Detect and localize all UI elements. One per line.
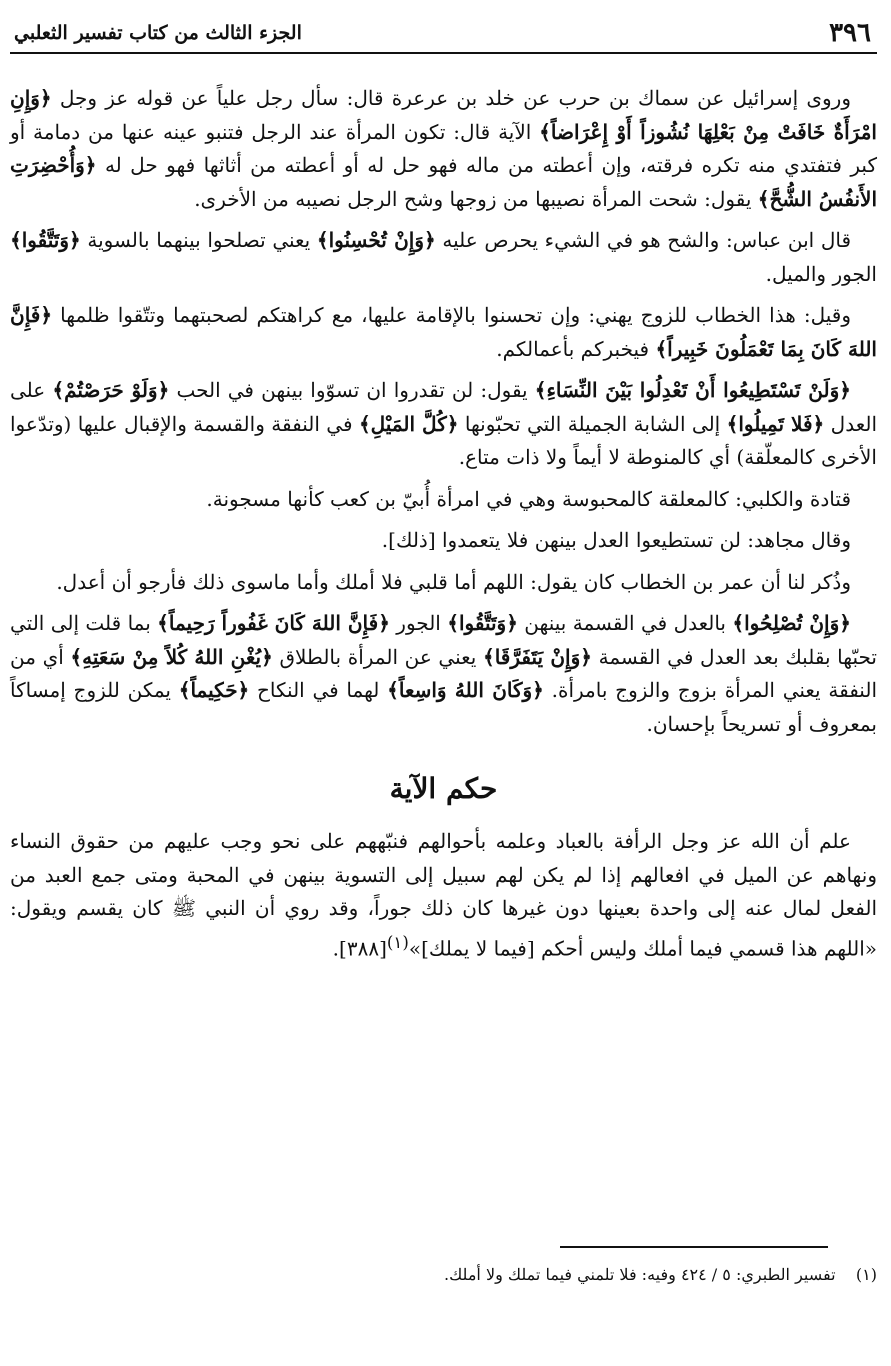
paragraph-text: يعني عن المرأة بالطلاق xyxy=(272,644,483,669)
quran-verse: ﴿وَلَوْ حَرَصْتُمْ﴾ xyxy=(52,378,170,402)
paragraph xyxy=(10,566,877,600)
paragraph xyxy=(10,825,877,966)
section-heading: حكم الآية xyxy=(389,772,498,805)
paragraph xyxy=(10,374,877,475)
paragraph xyxy=(10,224,877,291)
paragraph-text: بما قلت إلى التي تحبّها بقلبك بعد العدل في القسمة xyxy=(10,611,877,669)
quran-verse: ﴿وَتَتَّقُوا﴾ xyxy=(447,611,518,635)
quran-verse: ﴿وَإِنْ تُحْسِنُوا﴾ xyxy=(316,228,436,252)
paragraph-text: يعني تصلحوا بينهما بالسوية xyxy=(80,228,317,252)
quran-verse: ﴿وَكَانَ اللهُ وَاسِعاً﴾ xyxy=(387,678,544,702)
paragraph-text: على العدل xyxy=(10,378,878,436)
main-text xyxy=(10,82,877,974)
paragraph-text: أي من النفقة يعني المرأة بزوج والزوج بامرأة. xyxy=(10,644,877,702)
quran-verse: ﴿وَلَنْ تَسْتَطِيعُوا أَنْ تَعْدِلُوا بَيْنَ النِّسَاءِ﴾ xyxy=(534,378,851,402)
paragraph-text: الجور xyxy=(389,611,448,635)
quran-verse: ﴿حَكِيماً﴾ xyxy=(178,678,250,702)
paragraph-text: [٣٨٨]. xyxy=(332,936,387,961)
page-header xyxy=(10,14,877,54)
paragraph-text: وقال مجاهد: لن تستطيعوا العدل بينهن فلا يتعمدوا [ذلك]. xyxy=(381,528,851,552)
paragraph-text: بالعدل في القسمة بينهن xyxy=(517,611,733,635)
paragraph-text: وروى إسرائيل عن سماك بن حرب عن خلد بن عرعرة قال: سأل رجل علياً عن قوله عز وجل xyxy=(51,86,851,110)
running-title: الجزء الثالث من كتاب تفسير الثعلبي xyxy=(14,22,302,44)
quran-verse: ﴿كُلَّ المَيْلِ﴾ xyxy=(358,411,459,436)
quran-verse: ﴿وَأُحْضِرَتِ الأَنفُسُ الشُّحَّ﴾ xyxy=(10,153,877,211)
footnote-number: (١) xyxy=(855,1265,877,1284)
paragraph-text: فيخبركم بأعمالكم. xyxy=(496,336,656,361)
quran-verse: ﴿يُغْنِ اللهُ كُلاً مِنْ سَعَتِهِ﴾ xyxy=(70,644,273,669)
paragraph-text: الجور والميل. xyxy=(765,261,877,286)
paragraph-text: لهما في النكاح xyxy=(249,678,388,702)
paragraph-text: قال ابن عباس: والشح هو في الشيء يحرص عليه xyxy=(435,228,852,252)
quran-verse: ﴿فَلا تَمِيلُوا﴾ xyxy=(726,411,825,436)
quran-verse: ﴿وَإِنْ تُصْلِحُوا﴾ xyxy=(732,611,851,635)
paragraph xyxy=(10,483,877,517)
paragraph xyxy=(10,524,877,558)
footnote-text: تفسير الطبري: ٥ / ٤٢٤ وفيه: فلا تلمني فيما تملك ولا أملك. xyxy=(443,1265,836,1284)
paragraph-text: وقيل: هذا الخطاب للزوج يهني: وإن تحسنوا بالإقامة عليها، مع كراهتكم لصحبتهما وتتّقوا ظلمها xyxy=(52,303,851,327)
quran-verse: ﴿فَإِنَّ اللهَ كَانَ بِمَا تَعْمَلُونَ خَبِيراً﴾ xyxy=(10,303,877,361)
paragraph xyxy=(10,82,877,216)
paragraph-text: يقول: لن تقدروا ان تسوّوا بينهن في الحب xyxy=(169,378,535,402)
commentary-paragraphs xyxy=(10,82,877,741)
page-number: ٣٩٦ xyxy=(829,18,871,48)
footnote-marker: (١) xyxy=(386,932,409,952)
paragraph-text: قتادة والكلبي: كالمعلقة كالمحبوسة وهي في امرأة أُبيّ بن كعب كأنها مسجونة. xyxy=(206,486,851,511)
paragraph-text: في النفقة والقسمة والإقبال عليها (وتدّعوا الأخرى كالمعلّقة) أي كالمنوطة لا أيماً ولا ذات متاع. xyxy=(10,411,877,469)
paragraph-text: الآية قال: تكون المرأة عند الرجل فتنبو عينه عنها من دمامة أو كبر فتفتدي منه تكره فرقته، وإن أعطته من ماله فهو حل له أو أعطته من أثاثها فهو حل له xyxy=(10,119,877,177)
paragraph-text: إلى الشابة الجميلة التي تحبّونها xyxy=(458,411,727,436)
quran-verse: ﴿وَتَتَّقُوا﴾ xyxy=(10,228,81,252)
quran-verse: ﴿وَإِنْ يَتَفَرَّقَا﴾ xyxy=(482,644,592,669)
paragraph xyxy=(10,607,877,741)
footnote xyxy=(10,1262,877,1288)
footnote-divider xyxy=(560,1246,828,1248)
paragraph-text: يقول: شحت المرأة نصيبها من زوجها وشح الرجل نصيبه من الأخرى. xyxy=(194,186,758,211)
paragraph-text: وذُكر لنا أن عمر بن الخطاب كان يقول: اللهم أما قلبي فلا أملك وأما ماسوى ذلك فأرجو أن أعدل. xyxy=(56,569,851,594)
paragraph-text: علم أن الله عز وجل الرأفة بالعباد وعلمه بأحوالهم فنبّههم على نحو وجب عليهم من حقوق النساء ونهاهم عن الميل في افعالهم إذا لم يكن لهم سبيل إلى التسوية بينهن في المحبة ومتى جمع العبد من الفعل لمال عنه إلى واحدة بعينها دون غيرها كان ذلك جوراً، وقد روي أن النبي ﷺ كان يقسم ويقول: «اللهم هذا قسمي فيما أملك وليس أحكم [فيما لا يملك]» xyxy=(10,829,877,961)
quran-verse: ﴿فَإِنَّ اللهَ كَانَ غَفُوراً رَحِيماً﴾ xyxy=(157,611,390,635)
paragraph xyxy=(10,299,877,366)
quran-verse: ﴿وَإِنِ امْرَأَةٌ خَافَتْ مِنْ بَعْلِهَا نُشُوزاً أَوْ إِعْرَاضاً﴾ xyxy=(10,86,877,144)
section-paragraphs xyxy=(10,825,877,966)
paragraph-text: يمكن للزوج إمساكاً بمعروف أو تسريحاً بإحسان. xyxy=(10,678,877,736)
